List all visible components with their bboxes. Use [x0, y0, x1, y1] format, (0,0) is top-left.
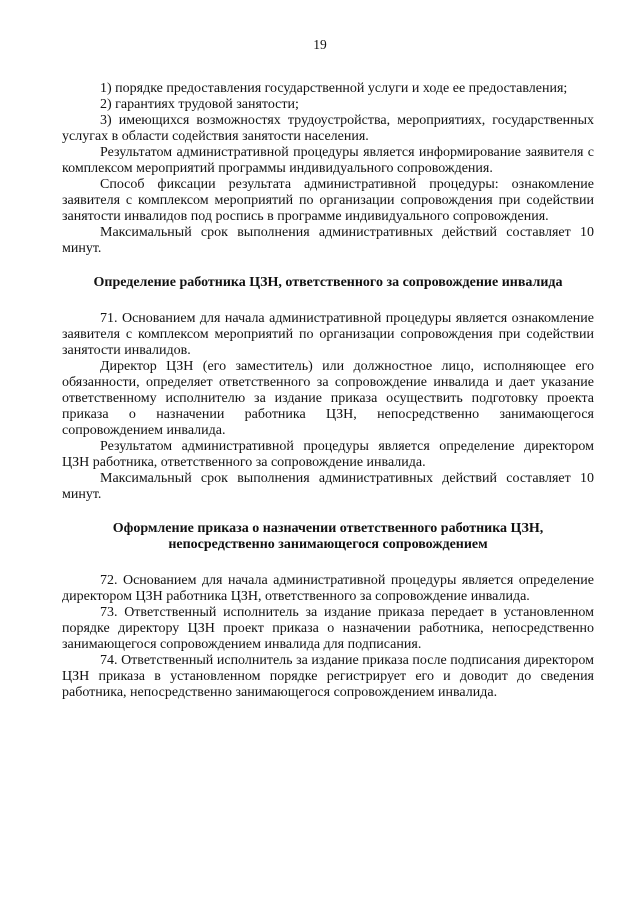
- section-heading-1: Определение работника ЦЗН, ответственного за сопровождение инвалида: [93, 275, 563, 290]
- paragraph-result-2: Результатом административной процедуры является определение директором ЦЗН работника, ответственного за сопровождение инвалида.: [62, 439, 594, 470]
- document-body: [62, 81, 594, 701]
- paragraph-max-duration: Максимальный срок выполнения административных действий составляет 10 минут.: [62, 225, 594, 256]
- paragraph-max-duration-2: Максимальный срок выполнения административных действий составляет 10 минут.: [62, 471, 594, 502]
- section-heading-2-line-2: непосредственно занимающегося сопровождением: [168, 537, 488, 552]
- page-number: 19: [313, 37, 327, 52]
- paragraph-71: 71. Основанием для начала административной процедуры является ознакомление заявителя с комплексом мероприятий по организации сопровождения при содействии занятости инвалидов.: [62, 311, 594, 358]
- paragraph-73: 73. Ответственный исполнитель за издание приказа передает в установленном порядке директору ЦЗН проект приказа о назначении работника, непосредственно занимающегося сопровождением инвалида для подписания.: [62, 605, 594, 652]
- paragraph-fixation-method: Способ фиксации результата административной процедуры: ознакомление заявителя с комплексом мероприятий по организации сопровождения при содействии занятости инвалидов под роспись в программе индивидуального сопровождения.: [62, 177, 594, 224]
- paragraph-list-item-1: 1) порядке предоставления государственной услуги и ходе ее предоставления;: [100, 81, 568, 96]
- section-heading-2-line-1: Оформление приказа о назначении ответственного работника ЦЗН,: [112, 521, 544, 536]
- paragraph-director: Директор ЦЗН (его заместитель) или должностное лицо, исполняющее его обязанности, определяет ответственного за сопровождение инвалида и дает указание ответственному исполнителю за издание приказа осуществить подготовку проекта приказа о назначении работника ЦЗН, непосредственно занимающегося сопровождением инвалида.: [62, 359, 594, 438]
- paragraph-72: 72. Основанием для начала административной процедуры является определение директором ЦЗН работника ЦЗН, ответственного за сопровождение инвалида.: [62, 573, 594, 604]
- paragraph-list-item-2: 2) гарантиях трудовой занятости;: [100, 97, 299, 112]
- paragraph-74: 74. Ответственный исполнитель за издание приказа после подписания директором ЦЗН приказа в установленном порядке регистрирует его и доводит до сведения работника, непосредственно занимающегося сопровождением инвалида.: [62, 653, 594, 700]
- paragraph-result: Результатом административной процедуры является информирование заявителя с комплексом мероприятий программы индивидуального сопровождения.: [62, 145, 594, 176]
- paragraph-list-item-3: 3) имеющихся возможностях трудоустройства, мероприятиях, государственных услугах в области содействия занятости населения.: [62, 113, 594, 144]
